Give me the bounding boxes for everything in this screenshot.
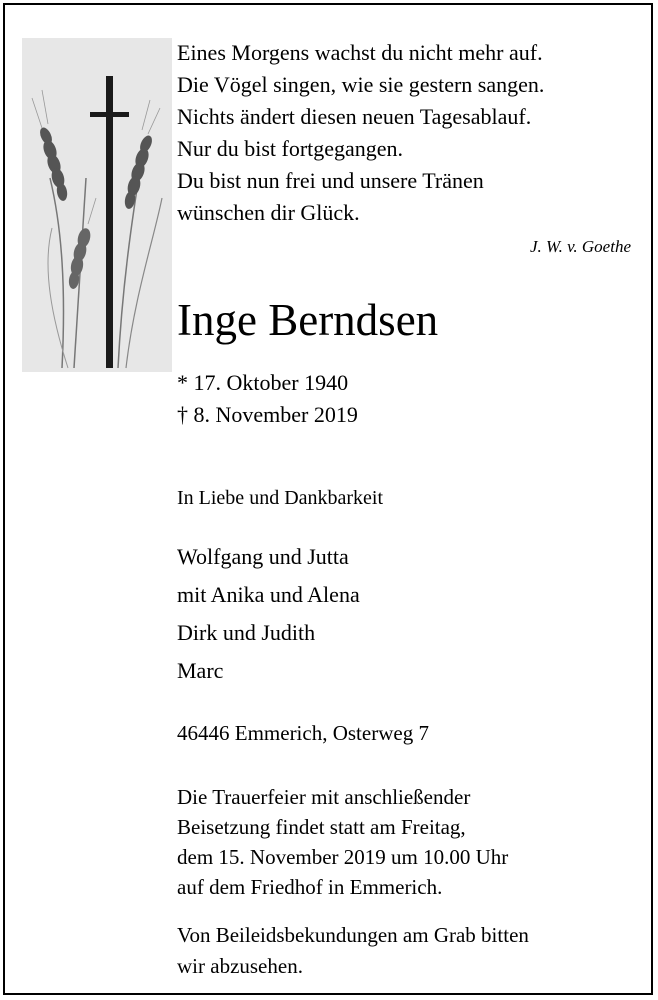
ceremony-line: auf dem Friedhof in Emmerich. [177,875,443,899]
poem [177,37,544,229]
poem-line: Die Vögel singen, wie sie gestern sangen. [177,72,545,97]
birth-date: * 17. Oktober 1940 [177,370,349,395]
deceased-name: Inge Berndsen [177,295,439,345]
poem-line: Nur du bist fortgegangen. [177,136,404,161]
address: 46446 Emmerich, Osterweg 7 [177,721,429,745]
family-member: Dirk und Judith [177,620,316,645]
poem-line: Eines Morgens wachst du nicht mehr auf. [177,40,543,65]
wheat-ear-right [124,134,155,210]
family-member: Wolfgang und Jutta [177,544,349,569]
cross-horizontal-beam [90,112,129,117]
poem-line: Nichts ändert diesen neuen Tagesablauf. [177,104,532,129]
family-member: mit Anika und Alena [177,582,360,607]
family-member: Marc [177,658,224,683]
condolence-note [177,920,529,982]
ceremony-info [177,782,508,902]
poem-line: wünschen dir Glück. [177,200,360,225]
ceremony-line: Die Trauerfeier mit anschließender [177,785,471,809]
poem-author: J. W. v. Goethe [529,237,631,256]
family-list [177,538,360,690]
cross-vertical-beam [106,76,113,368]
note-line: wir abzusehen. [177,954,303,978]
death-date: † 8. November 2019 [177,402,358,427]
ceremony-line: dem 15. November 2019 um 10.00 Uhr [177,845,509,869]
poem-line: Du bist nun frei und unsere Tränen [177,168,484,193]
life-dates [177,367,358,431]
cross-with-wheat-icon [22,38,172,372]
note-line: Von Beileidsbekundungen am Grab bitten [177,923,529,947]
thanks-line: In Liebe und Dankbarkeit [177,487,384,509]
ceremony-line: Beisetzung findet statt am Freitag, [177,815,466,839]
